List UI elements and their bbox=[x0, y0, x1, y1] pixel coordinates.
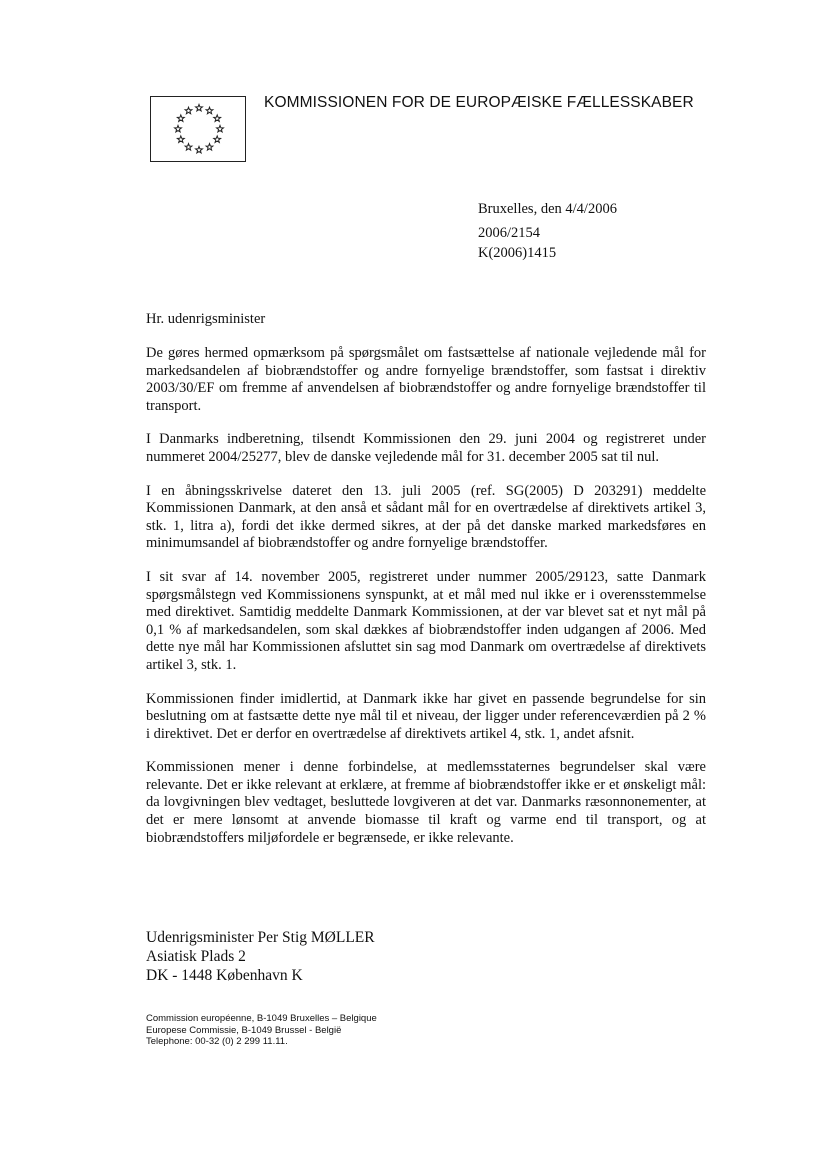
recipient-street: Asiatisk Plads 2 bbox=[146, 948, 246, 965]
star-icon bbox=[175, 125, 182, 132]
recipient-city: DK - 1448 København K bbox=[146, 967, 303, 984]
star-icon bbox=[177, 115, 184, 122]
paragraph: I en åbningsskrivelse dateret den 13. juli 2005 (ref. SG(2005) D 203291) meddelte Kommissionen Danmark, at den anså et sådant mål for en overtrædelse af direktivets artikel 3, stk. 1, litra a), fordi det ikke dermed sikres, at der på det danske marked markedsføres en minimumsandel af biobrændstoffer og andre fornyelige brændstoffer. bbox=[146, 482, 706, 552]
commission-title: KOMMISSIONEN FOR DE EUROPÆISKE FÆLLESSKABER bbox=[264, 94, 694, 111]
footer-line-french: Commission européenne, B-1049 Bruxelles – Belgique bbox=[146, 1013, 377, 1024]
reference-block bbox=[478, 199, 617, 263]
recipient-name: Udenrigsminister Per Stig MØLLER bbox=[146, 929, 375, 946]
footer-line-dutch: Europese Commissie, B-1049 Brussel - België bbox=[146, 1024, 342, 1036]
salutation: Hr. udenrigsminister bbox=[146, 311, 266, 327]
eu-stars-icon bbox=[151, 97, 247, 163]
footer-line-phone: Telephone: 00-32 (0) 2 299 11.11. bbox=[146, 1036, 288, 1047]
paragraph: De gøres hermed opmærksom på spørgsmålet om fastsættelse af nationale vejledende mål for markedsandelen af biobrændstoffer og andre fornyelige brændstoffer, som fastsat i direktiv 2003/30/EF om fremme af anvendelsen af biobrændstoffer og andre fornyelige brændstoffer til transport. bbox=[146, 345, 706, 414]
star-icon bbox=[177, 136, 184, 143]
star-icon bbox=[185, 107, 192, 114]
star-icon bbox=[196, 146, 203, 153]
star-icon bbox=[214, 115, 221, 122]
paragraph: I sit svar af 14. november 2005, registreret under nummer 2005/29123, satte Danmark spørgsmålstegn ved Kommissionens synspunkt, at et mål med nul ikke er i overensstemmelse med direktivet. Samtidig meddelte Danmark Kommissionen, at der var blevet sat et nyt mål på 0,1 % af markedsandelen, som skal dækkes af biobrændstoffer inden udgangen af 2006. Med dette nye mål har Kommissionen afsluttet sin sag mod Danmark om overtrædelse af direktivets artikel 3, stk. 1. bbox=[146, 568, 706, 673]
letter-body bbox=[146, 345, 706, 863]
paragraph: Kommissionen mener i denne forbindelse, at medlemsstaternes begrundelser skal være relevante. Det er ikke relevant at erklære, at fremme af biobrændstoffer ikke er et ønskeligt mål: da lovgivningen blev vedtaget, besluttede lovgiveren at det var. Danmarks ræsonnonementer, at det er mere lønsomt at anvende biomasse til kraft og varme end til transport, og at biobrændstoffers miljøfordele er begrænsede, er ikke relevante. bbox=[146, 759, 706, 846]
eu-flag-logo bbox=[150, 96, 246, 162]
recipient-address bbox=[146, 928, 375, 985]
paragraph: I Danmarks indberetning, tilsendt Kommissionen den 29. juni 2004 og registreret under nummeret 2004/25277, blev de danske vejledende mål for 31. december 2005 sat til nul. bbox=[146, 431, 706, 465]
star-icon bbox=[217, 125, 224, 132]
reference-number: 2006/2154 bbox=[478, 225, 541, 241]
star-icon bbox=[214, 136, 221, 143]
star-icon bbox=[206, 107, 213, 114]
reference-code: K(2006)1415 bbox=[478, 245, 557, 261]
footer-contact bbox=[146, 1013, 377, 1048]
paragraph: Kommissionen finder imidlertid, at Danmark ikke har givet en passende begrundelse for sin beslutning om at fastsætte dette nye mål til et niveau, der ligger under referenceværdien på 2 % i direktivet. Det er derfor en overtrædelse af direktivets artikel 4, stk. 1, andet afsnit. bbox=[146, 690, 706, 742]
date-line: Bruxelles, den 4/4/2006 bbox=[478, 201, 617, 217]
star-icon bbox=[185, 144, 192, 151]
star-icon bbox=[206, 144, 213, 151]
star-icon bbox=[196, 104, 203, 111]
